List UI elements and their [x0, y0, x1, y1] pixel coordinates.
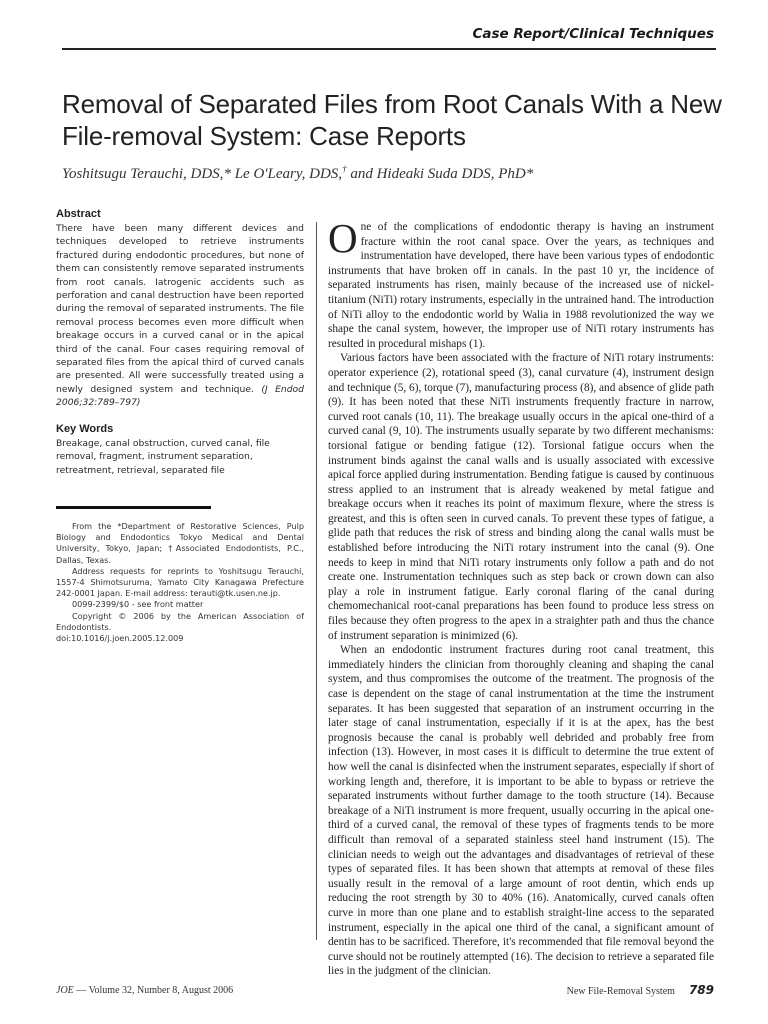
- affiliation-text: From the *Department of Restorative Sciences, Pulp Biology and Endodontics Tokyo Medical and Dental University, Tokyo, Japan; †Associated Endodontists, P.C., Dallas, Texas.: [56, 521, 304, 565]
- article-body: [328, 215, 714, 979]
- copyright-line: Copyright © 2006 by the American Association of Endodontists.: [56, 610, 304, 632]
- author-list: [62, 164, 722, 183]
- author-oleary: Le O'Leary, DDS,: [230, 166, 343, 182]
- affiliation-block: [56, 521, 304, 644]
- author-suda: and Hideaki Suda DDS, PhD: [346, 166, 526, 182]
- running-title: New File-Removal System: [566, 986, 675, 997]
- column-rule: [316, 222, 317, 940]
- keywords-list: Breakage, canal obstruction, curved canal, file removal, fragment, instrument separation, retreatment, retrieval, separated file: [56, 438, 270, 476]
- drop-cap: O: [328, 215, 358, 261]
- section-label: Case Report/Clinical Techniques: [472, 26, 714, 42]
- footer-journal: [56, 985, 233, 996]
- doi-link[interactable]: doi:10.1016/j.joen.2005.12.009: [56, 633, 184, 644]
- body-paragraph: When an endodontic instrument fractures during root canal treatment, this immediately hinders the clinician from thoroughly cleaning and shaping the canal system, and thus compromises the outcome of the treatment. The prognosis of the case is dependent on the stage of canal instrumentation at the time the instrument separates. It has been suggested that separation of an instrument occurring in the later stage of canal instrumentation, especially if it is at the apex, has the best prognosis because the canal is probably well debrided and probably free from infection (13). However, in most cases it is difficult to determine the true extent of how well the canal is disinfected when the instrument separates, especially if short of working length and, therefore, it is important to be able to bypass or retrieve the separated instruments without further damage to the tooth structure (14). Because breakage of a NiTi instrument is more frequent, usually occurring in the apical one-third of a curved canal, the removal of these types of fragments tends to be more difficult than removal of a separated stainless steel hand instrument (15). The clinician needs to weigh out the advantages and disadvantages of retrieval of these types of separated files. It has been shown that attempts at removal of these files usually result in the removal of a large amount of root dentin, which ends up reducing the root strength by 30 to 40% (16). Anatomically, curved canals often curve in more than one plane and to establish straight-line access to the separated instrument, especially in the apical one third of the canal, a significant amount of dentin has to be sacrificed. Therefore, it's recommended that file removal beyond the curve should not be routinely attempted (16). The decision to retrieve a separated file lies in the judgment of the clinician.: [328, 644, 714, 978]
- abstract-citation: (J Endod 2006;32:789–797): [56, 383, 304, 409]
- page-number: 789: [688, 983, 714, 997]
- affiliation-rule: [56, 506, 211, 509]
- issn-line: 0099-2399/$0 - see front matter: [72, 599, 204, 610]
- footer-running: [460, 983, 714, 997]
- affiliation-mark: *: [525, 166, 534, 182]
- article-title: Removal of Separated Files from Root Canals With a New File-removal System: Case Reports: [62, 89, 722, 151]
- body-paragraph: Various factors have been associated with the fracture of NiTi rotary instruments: operator experience (2), rotational speed (3), canal curvature (4), instrument design and technique (5, 6), torque (7), manufacturing process (8), and absence of glide path (9). It has been noted that these NiTi instruments frequently fracture in narrow, curved root canals (10, 11). The breakage usually occurs in the apical one-third of a curved canal (9, 10). The instruments usually separate by two different mechanisms: torsional fatigue or bending fatigue (12). Torsional fatigue occurs when the instrument binds against the canal walls and is usually associated with excessive apical force applied during instrumentation. Bending fatigue is caused by continuous stress applied to an instrument that is already weakened by metal fatigue and breakage occurs when it reaches its point of maximum flexure, where the stress is greatest, and this is often seen in curved canals. To prevent these types of fatigue, a glide path that reduces the risk of stress and binding along the canal walls must be established before introducing the NiTi rotary instrument into the canal (9). One needs to keep in mind that NiTi rotary instruments only follow a path and do not create one. Instrumentation techniques such as step back or crown down can also play a role in instrument fatigue. Early coronal flaring of the canal during chemomechanical root-canal preparations has been found to produce less stress on files because they often progress to the apex in a straighter path and thus the chance of instrument separation is minimized (6).: [328, 352, 714, 642]
- author-terauchi: Yoshitsugu Terauchi, DDS,: [62, 166, 224, 182]
- reprint-address: Address requests for reprints to Yoshitsugu Terauchi, 1557-4 Shimotsuruma, Yamato City Kanagawa Prefecture 242-0001 Japan. E-mail address: terauti@tk.usen.ne.jp.: [56, 565, 304, 599]
- journal-abbrev: JOE: [56, 985, 74, 996]
- issue-info: — Volume 32, Number 8, August 2006: [73, 985, 234, 996]
- keywords-heading: Key Words: [56, 423, 114, 435]
- body-paragraph: [328, 215, 714, 351]
- paragraph-text: ne of the complications of endodontic therapy is having an instrument fracture within the root canal space. Over the years, as techniques and instrumentation have developed, there have been various types of endodontic instruments that have broken off in canals. In the past 10 yr, the incidence of separated instruments has risen, mainly because of the increased use of nickel-titanium (NiTi) rotary instruments, especially in the untrained hand. The introduction of NiTi alloy to the endodontic world by Walia in 1988 revolutionized the way we shape the canal system, however, the improper use of NiTi rotary instruments has resulted in procedural mishaps (1).: [328, 221, 714, 350]
- affiliation-mark: †: [342, 164, 347, 174]
- abstract-body: [56, 222, 304, 410]
- abstract-heading: Abstract: [56, 208, 101, 220]
- abstract-text: There have been many different devices and techniques developed to retrieve instruments fractured during endodontic procedures, but none of them can consistently remove separated instruments from root canals. Iatrogenic accidents such as perforation and canal destruction have been reported during the removal of separated instruments. The file removal process becomes even more difficult when breakage occurs in a curved canal or in the apical third of the canal. Four cases requiring removal of separated files from the apical third of curved canals are presented. All were successfully treated using a newly designed system and technique.: [56, 223, 304, 395]
- affiliation-mark: *: [223, 166, 231, 182]
- header-rule: [62, 48, 716, 50]
